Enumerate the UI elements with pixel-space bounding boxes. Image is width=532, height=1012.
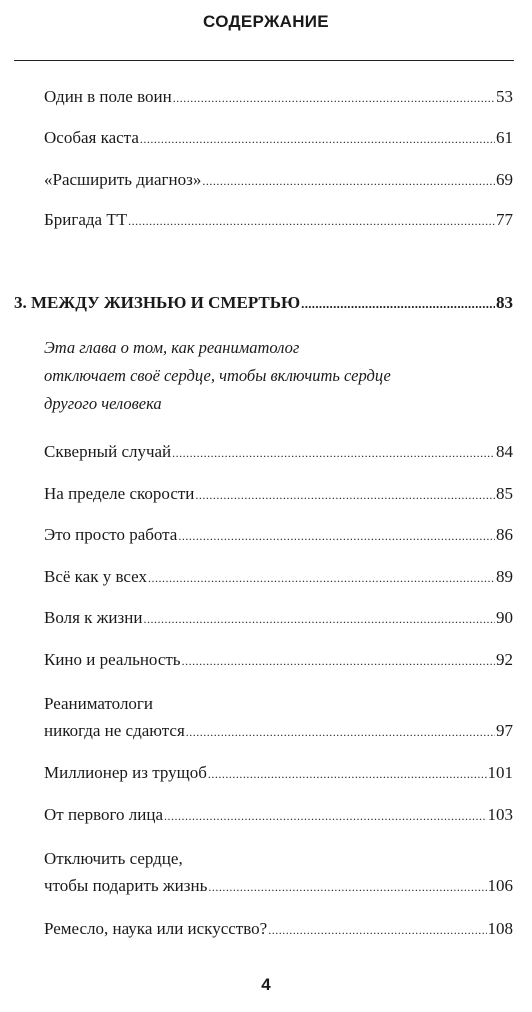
chapter-page: 83 [496,293,513,312]
toc-entry-page: 85 [496,484,513,503]
description-line: Эта глава о том, как реаниматолог [44,338,300,357]
toc-entry-title: Миллионер из трущоб [44,763,207,782]
toc-entry-title: Воля к жизни [44,608,143,627]
toc-entry-page: 84 [496,442,513,461]
dot-leader [195,482,495,508]
toc-entry-title: От первого лица [44,805,164,824]
dot-leader [143,606,495,632]
dot-leader [164,803,486,829]
page-number: 4 [261,975,271,994]
toc-entry[interactable] [44,916,513,943]
toc-entry-title: Особая каста [44,128,139,147]
toc-entry-title: никогда не сдаются [44,721,185,740]
description-line: отключает своё сердце, чтобы включить сердце [44,366,391,385]
chapter-description [44,334,474,418]
toc-entry-title: Это просто работа [44,525,178,544]
toc-entry-title: Один в поле воин [44,87,172,106]
chapter-heading[interactable] [14,290,513,317]
dot-leader [268,917,486,943]
toc-entry[interactable] [44,522,513,549]
toc-entry-title: Всё как у всех [44,567,147,586]
chapter-title: 3. МЕЖДУ ЖИЗНЬЮ И СМЕРТЬЮ [14,293,301,312]
toc-entry-page: 106 [487,876,513,895]
dot-leader [128,208,495,234]
header-rule [14,60,514,61]
toc-entry[interactable] [44,605,513,632]
dot-leader [148,565,495,591]
toc-entry-page: 103 [487,805,513,824]
toc-entry-title-line1: Реаниматологи [44,694,154,713]
dot-leader [178,523,495,549]
toc-entry-page: 92 [496,650,513,669]
toc-entry-title: Бригада ТТ [44,210,128,229]
toc-entry-title-line1: Отключить сердце, [44,849,183,868]
toc-entry-page: 69 [496,170,513,189]
dot-leader [172,440,495,466]
toc-entry-page: 77 [496,210,513,229]
page-header: СОДЕРЖАНИЕ [203,12,329,31]
toc-entry[interactable] [44,84,513,111]
toc-entry-title: «Расширить диагноз» [44,170,202,189]
description-line: другого человека [44,394,162,413]
toc-entry-title: Кино и реальность [44,650,181,669]
toc-entry-title: На пределе скорости [44,484,195,503]
dot-leader [186,719,495,746]
toc-entry-page: 97 [496,721,513,740]
toc-entry-page: 90 [496,608,513,627]
toc-entry-page: 89 [496,567,513,586]
toc-entry[interactable] [44,690,513,746]
toc-entry-title: Ремесло, наука или искусство? [44,919,268,938]
toc-entry-title: чтобы подарить жизнь [44,876,208,895]
toc-entry-page: 86 [496,525,513,544]
dot-leader [182,648,495,674]
toc-entry[interactable] [44,439,513,466]
toc-entry[interactable] [44,647,513,674]
toc-entry[interactable] [44,564,513,591]
dot-leader [202,168,495,194]
toc-entry-page: 108 [487,919,513,938]
toc-entry[interactable] [44,481,513,508]
dot-leader [140,126,495,152]
toc-entry[interactable] [44,845,513,901]
dot-leader [208,874,486,901]
dot-leader [301,291,495,317]
toc-entry[interactable] [44,167,513,194]
toc-entry-page: 61 [496,128,513,147]
dot-leader [208,761,487,787]
toc-entry[interactable] [44,125,513,152]
toc-entry-page: 53 [496,87,513,106]
toc-entry-page: 101 [487,763,513,782]
toc-entry[interactable] [44,760,513,787]
toc-entry-title: Скверный случай [44,442,172,461]
dot-leader [173,85,495,111]
toc-entry[interactable] [44,207,513,234]
toc-entry[interactable] [44,802,513,829]
